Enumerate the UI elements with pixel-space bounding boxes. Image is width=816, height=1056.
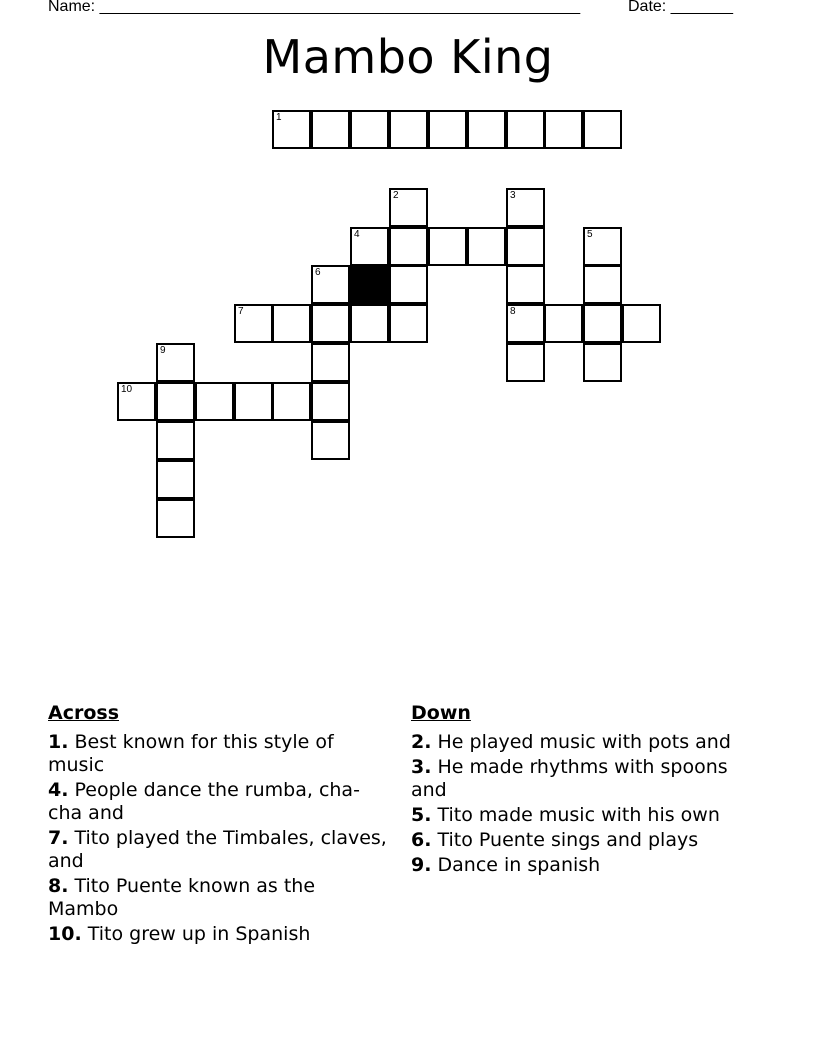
crossword-cell[interactable] xyxy=(389,188,428,227)
puzzle-title: Mambo King xyxy=(262,30,554,84)
crossword-cell[interactable] xyxy=(195,382,234,421)
crossword-cell[interactable] xyxy=(156,421,195,460)
clue-text: People dance the rumba, cha-cha and xyxy=(48,779,360,824)
crossword-cell[interactable] xyxy=(350,227,389,266)
crossword-cell[interactable] xyxy=(389,227,428,266)
crossword-cell[interactable] xyxy=(311,265,350,304)
crossword-cell[interactable] xyxy=(428,110,467,149)
across-clue-7 xyxy=(48,827,388,873)
across-clues xyxy=(48,702,388,948)
down-clue-5 xyxy=(411,804,751,827)
date-field-label: Date: _______ xyxy=(628,0,733,15)
down-heading: Down xyxy=(411,702,471,724)
crossword-cell[interactable] xyxy=(234,382,273,421)
down-clue-2 xyxy=(411,731,751,754)
crossword-cell[interactable] xyxy=(428,227,467,266)
clue-number: 2. xyxy=(411,731,432,753)
crossword-cell[interactable] xyxy=(272,382,311,421)
crossword-cell[interactable] xyxy=(583,265,622,304)
down-clue-6 xyxy=(411,829,751,852)
cell-number: 2 xyxy=(393,190,399,201)
crossword-cell[interactable] xyxy=(272,110,311,149)
cell-number: 3 xyxy=(510,190,516,201)
crossword-cell[interactable] xyxy=(389,265,428,304)
clue-number: 7. xyxy=(48,827,69,849)
crossword-cell[interactable] xyxy=(156,343,195,382)
crossword-cell[interactable] xyxy=(311,421,350,460)
crossword-cell[interactable] xyxy=(467,227,506,266)
crossword-cell[interactable] xyxy=(506,188,545,227)
crossword-cell[interactable] xyxy=(311,382,350,421)
clue-number: 1. xyxy=(48,731,69,753)
across-clue-8 xyxy=(48,875,388,921)
clue-text: Tito Puente sings and plays xyxy=(437,829,699,851)
across-clue-1 xyxy=(48,731,388,777)
cell-number: 10 xyxy=(121,384,133,395)
clue-text: Tito grew up in Spanish xyxy=(87,923,311,945)
clue-text: Dance in spanish xyxy=(437,854,601,876)
clue-number: 8. xyxy=(48,875,69,897)
crossword-cell[interactable] xyxy=(583,304,622,343)
crossword-cell[interactable] xyxy=(311,343,350,382)
down-clue-9 xyxy=(411,854,751,877)
crossword-cell[interactable] xyxy=(156,499,195,538)
crossword-cell[interactable] xyxy=(583,110,622,149)
clue-text: Tito Puente known as the Mambo xyxy=(48,875,316,920)
name-field-label: Name: ______________________________________________________ xyxy=(48,0,581,15)
cell-number: 9 xyxy=(160,345,166,356)
crossword-cell[interactable] xyxy=(506,265,545,304)
crossword-cell[interactable] xyxy=(544,110,583,149)
crossword-cell[interactable] xyxy=(622,304,661,343)
crossword-cell[interactable] xyxy=(467,110,506,149)
clue-number: 4. xyxy=(48,779,69,801)
cell-number: 8 xyxy=(510,306,516,317)
crossword-cell[interactable] xyxy=(506,227,545,266)
across-clue-4 xyxy=(48,779,388,825)
clue-text: Best known for this style of music xyxy=(48,731,334,776)
crossword-cell[interactable] xyxy=(350,304,389,343)
cell-number: 1 xyxy=(276,112,282,123)
across-heading: Across xyxy=(48,702,120,724)
clue-text: Tito played the Timbales, claves, and xyxy=(48,827,387,872)
crossword-block-cell xyxy=(350,265,389,304)
crossword-cell[interactable] xyxy=(156,460,195,499)
crossword-cell[interactable] xyxy=(389,110,428,149)
cell-number: 5 xyxy=(587,229,593,240)
clue-text: He played music with pots and xyxy=(437,731,731,753)
crossword-cell[interactable] xyxy=(234,304,273,343)
crossword-cell[interactable] xyxy=(311,110,350,149)
clue-number: 10. xyxy=(48,923,82,945)
crossword-cell[interactable] xyxy=(311,304,350,343)
crossword-cell[interactable] xyxy=(506,304,545,343)
clue-text: Tito made music with his own xyxy=(437,804,720,826)
cell-number: 4 xyxy=(354,229,360,240)
crossword-cell[interactable] xyxy=(506,343,545,382)
clue-text: He made rhythms with spoons and xyxy=(411,756,728,801)
crossword-cell[interactable] xyxy=(350,110,389,149)
clue-number: 9. xyxy=(411,854,432,876)
crossword-cell[interactable] xyxy=(389,304,428,343)
clue-number: 5. xyxy=(411,804,432,826)
crossword-cell[interactable] xyxy=(117,382,156,421)
cell-number: 7 xyxy=(238,306,244,317)
down-clue-3 xyxy=(411,756,751,802)
across-clue-10 xyxy=(48,923,388,946)
crossword-cell[interactable] xyxy=(583,227,622,266)
crossword-cell[interactable] xyxy=(506,110,545,149)
crossword-cell[interactable] xyxy=(272,304,311,343)
cell-number: 6 xyxy=(315,267,321,278)
crossword-cell[interactable] xyxy=(583,343,622,382)
crossword-cell[interactable] xyxy=(156,382,195,421)
crossword-cell[interactable] xyxy=(544,304,583,343)
clue-number: 6. xyxy=(411,829,432,851)
down-clues xyxy=(411,702,751,879)
clue-number: 3. xyxy=(411,756,432,778)
